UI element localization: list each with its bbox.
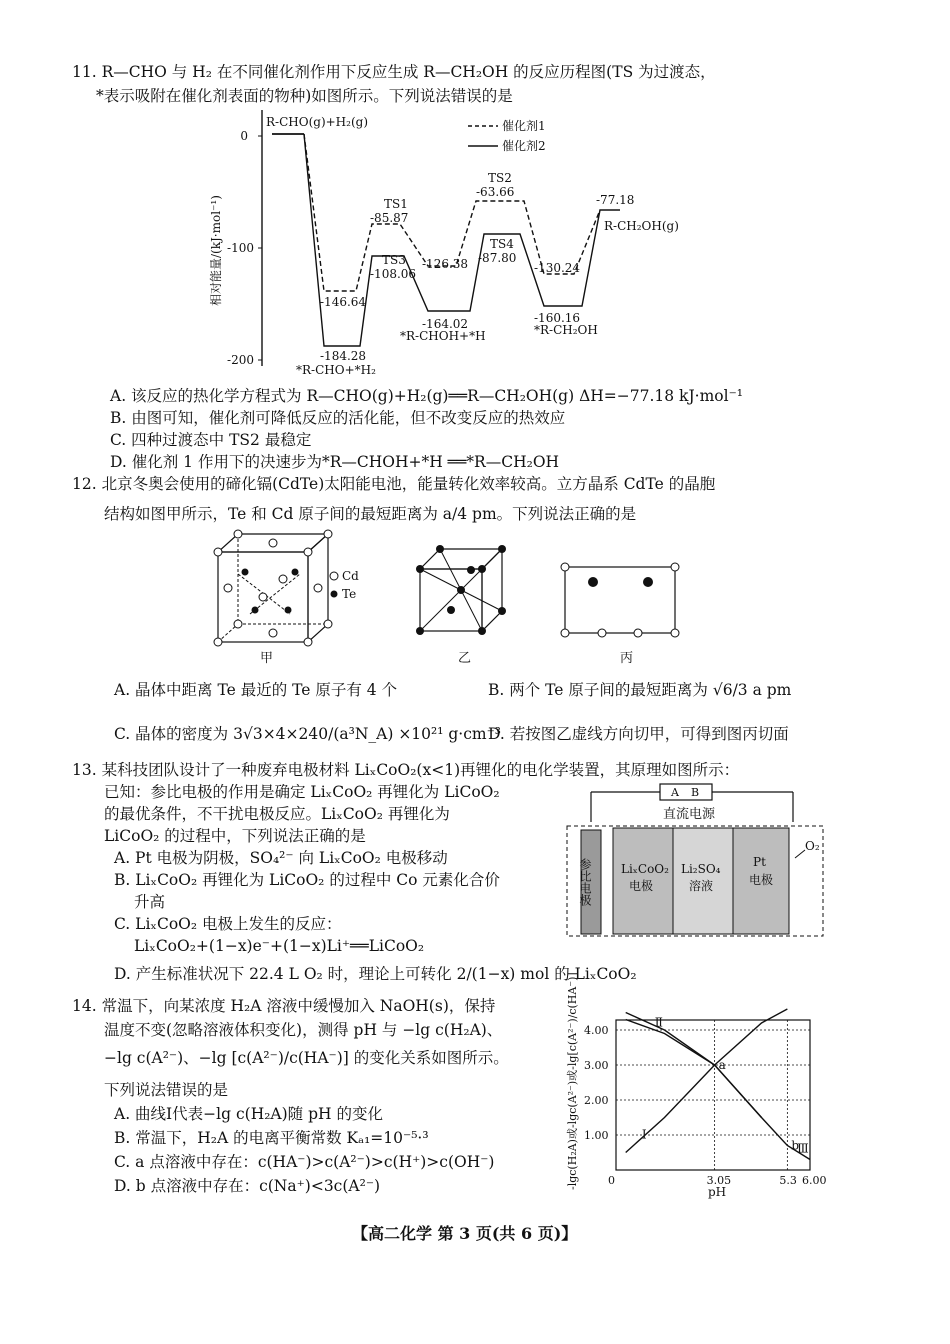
q13-option-a: A. Pt 电极为阴极，SO₄²⁻ 向 LiₓCoO₂ 电极移动 [114,849,448,867]
legend-te: Te [342,587,357,601]
licoo2-sub: 电极 [629,879,654,893]
q14-curve-3 [626,1013,810,1160]
pt-label: Pt [753,855,766,869]
q14-stem-line3: −lg c(A²⁻)、−lg [c(A²⁻)/c(HA⁻)] 的变化关系如图所示。 [104,1049,509,1067]
value-130-24: -130.24 [534,261,581,275]
q12-stem-line2: 结构如图甲所示，Te 和 Cd 原子间的最短距离为 a/4 pm。下列说法正确的是 [104,505,637,523]
licoo2-label: LiₓCoO₂ [621,862,669,876]
label-species-a: *R-CHO+*H₂ [296,363,376,377]
q13-option-c2: LiₓCoO₂+(1−x)e⁻+(1−x)Li⁺══LiCoO₂ [134,937,425,955]
li2so4-sub: 溶液 [689,879,714,893]
cell-yi [416,545,506,635]
q14-xtick: 6.00 [802,1174,827,1187]
q14-stem-line2: 温度不变(忽略溶液体积变化)，测得 pH 与 −lg c(H₂A)、 [104,1021,503,1039]
q14-option-b: B. 常温下，H₂A 的电离平衡常数 Kₐ₁=10⁻⁵·³ [114,1129,429,1147]
pt-sub: 电极 [749,873,774,887]
q12-crystal-figures [200,534,720,664]
o2-label: O₂ [805,839,820,853]
value-108-06: -108.06 [370,267,417,281]
q14-option-c: C. a 点溶液中存在：c(HA⁻)>c(A²⁻)>c(H⁺)>c(OH⁻) [114,1153,495,1171]
value-63-66: -63.66 [476,185,515,199]
value-164-02: -164.02 [422,317,469,331]
q14-curve-label: Ⅱ [654,1015,663,1030]
caption-jia: 甲 [260,651,274,666]
cell-jia [214,530,359,646]
q14-chart [560,972,830,1200]
label-start: R-CHO(g)+H₂(g) [266,115,368,129]
label-species-c: *R-CH₂OH [534,323,598,337]
q11-stem-line1: 11. R—CHO 与 H₂ 在不同催化剂作用下反应生成 R—CH₂OH 的反应历程图(TS 为过渡态， [72,63,716,81]
label-ts2: TS2 [488,171,512,185]
label-end: R-CH₂OH(g) [604,219,679,233]
q14-x-axis-label: pH [708,1185,727,1199]
value-184-28: -184.28 [320,349,367,363]
terminal-a: A [671,786,679,799]
q12-option-d: D. 若按图乙虚线方向切甲，可得到图丙切面 [488,725,789,743]
q13-option-c1: C. LiₓCoO₂ 电极上发生的反应： [114,915,342,933]
q14-xtick: 3.05 [706,1174,732,1187]
q14-curve-label: Ⅲ [797,1141,809,1156]
q11-energy-diagram [200,106,679,386]
value-87-80: -87.80 [478,251,517,265]
y-axis-label: 相对能量/(kJ·mol⁻¹) [209,195,223,306]
li2so4-label: Li₂SO₄ [681,862,721,876]
q11-option-d: D. 催化剂 1 作用下的决速步为*R—CHOH+*H ══*R—CH₂OH [110,453,560,471]
value-146-64: -146.64 [320,295,367,309]
q12-stem-line1: 12. 北京冬奥会使用的碲化镉(CdTe)太阳能电池，能量转化效率较高。立方晶系 CdTe 的晶胞 [72,475,716,493]
value-85-87: -85.87 [370,211,409,225]
cell-bing [561,563,679,637]
legend-catalyst2: 催化剂2 [502,139,546,153]
legend-catalyst1: 催化剂1 [502,119,546,133]
q14-xtick: 5.3 [779,1174,797,1187]
ref-electrode: 参比电极 [578,858,592,906]
q14-xtick: 0 [608,1174,615,1187]
q13-stem-line2: 已知：参比电极的作用是确定 LiₓCoO₂ 再锂化为 LiCoO₂ [104,783,500,801]
q14-ytick: 3.00 [584,1059,609,1072]
q14-curve-1 [626,1009,788,1153]
q14-ytick: 2.00 [584,1094,609,1107]
value-160-16: -160.16 [534,311,581,325]
page-footer: 【高二化学 第 3 页(共 6 页)】 [352,1224,578,1243]
q13-option-d: D. 产生标准状况下 22.4 L O₂ 时，理论上可转化 2/(1−x) mol 的 LiₓCoO₂ [114,965,637,983]
caption-bing: 丙 [620,651,634,666]
ytick-0: 0 [240,129,248,143]
q11-option-b: B. 由图可知，催化剂可降低反应的活化能，但不改变反应的热效应 [110,409,566,427]
label-ts1: TS1 [384,197,408,211]
q14-option-a: A. 曲线Ⅰ代表−lg c(H₂A)随 pH 的变化 [114,1105,383,1123]
value-126-38: -126.38 [422,257,469,271]
q13-option-b1: B. LiₓCoO₂ 再锂化为 LiCoO₂ 的过程中 Co 元素化合价 [114,871,500,889]
q14-stem-line1: 14. 常温下，向某浓度 H₂A 溶液中缓慢加入 NaOH(s)，保持 [72,997,496,1015]
legend-cd: Cd [342,569,359,583]
q12-option-c: C. 晶体的密度为 3√3×4×240/(a³N_A) ×10²¹ g·cm⁻³ [114,725,502,743]
q13-stem-line4: LiCoO₂ 的过程中，下列说法正确的是 [104,827,366,845]
q11-option-c: C. 四种过渡态中 TS2 最稳定 [110,431,312,449]
terminal-b: B [691,786,700,799]
ytick-200: -200 [227,353,254,367]
power-label: 直流电源 [663,807,716,822]
q13-stem-line3: 的最优条件，不干扰电极反应。LiₓCoO₂ 再锂化为 [104,805,450,823]
q14-stem-line4: 下列说法错误的是 [104,1081,229,1099]
label-ts3: TS3 [382,253,406,267]
q14-curve-label: Ⅰ [641,1127,647,1142]
q13-option-b2: 升高 [134,893,166,911]
q12-option-b: B. 两个 Te 原子间的最短距离为 √6/3 a pm [488,681,792,699]
q14-ytick: 4.00 [584,1024,609,1037]
q11-stem-line2: *表示吸附在催化剂表面的物种)如图所示。下列说法错误的是 [96,87,513,105]
q14-point-a: a [718,1058,726,1072]
q14-point-b: b [791,1138,800,1153]
value-77-18: -77.18 [596,193,635,207]
q14-option-d: D. b 点溶液中存在：c(Na⁺)<3c(A²⁻) [114,1177,381,1195]
q14-ytick: 1.00 [584,1129,609,1142]
q11-option-a: A. 该反应的热化学方程式为 R—CHO(g)+H₂(g)══R—CH₂OH(g) ΔH=−77.18 kJ·mol⁻¹ [110,387,743,405]
q13-apparatus [565,778,825,938]
ytick-100: -100 [227,241,254,255]
q13-stem-line1: 13. 某科技团队设计了一种废弃电极材料 LiₓCoO₂(x<1)再锂化的电化学装置，其原理如图所示： [72,761,740,779]
q12-option-a: A. 晶体中距离 Te 最近的 Te 原子有 4 个 [114,681,398,699]
label-species-b: *R-CHOH+*H [400,329,486,343]
label-ts4: TS4 [490,237,514,251]
caption-yi: 乙 [458,651,472,666]
q14-y-axis-label: -lgc(H₂A)或-lgc(A²⁻)或-lg[c(A²⁻)/c(HA⁻)] [566,972,579,1190]
q14-plot-frame [616,1020,810,1170]
q14-curve-2 [626,1020,762,1118]
